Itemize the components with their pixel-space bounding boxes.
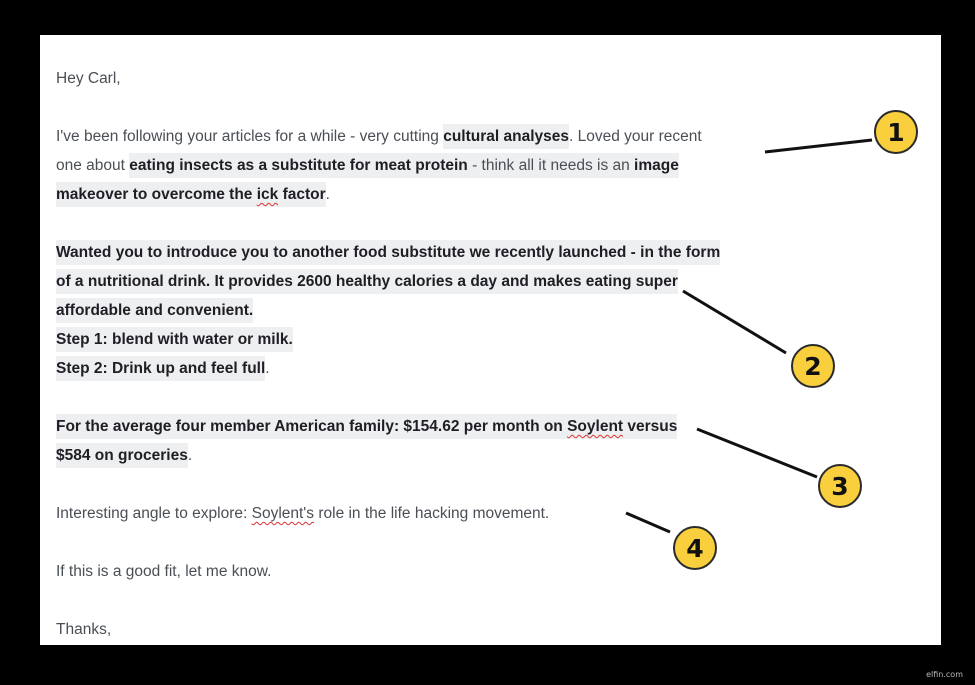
step-2: Step 2: Drink up and feel full. [56, 354, 816, 383]
para2-line2: of a nutritional drink. It provides 2600 healthy calories a day and makes eating super [56, 267, 816, 296]
para1-line2: one about eating insects as a substitute for meat protein - think all it needs is an image [56, 151, 816, 180]
spellcheck-soylent[interactable]: Soylent [567, 414, 623, 439]
callout-3: 3 [818, 464, 862, 508]
highlight-image: image [634, 153, 679, 178]
highlight-eating-insects: eating insects as a substitute for meat protein [129, 153, 468, 178]
para3-line1: For the average four member American family: $154.62 per month on Soylent versus [56, 412, 816, 441]
watermark: elfin.com [926, 670, 963, 679]
callout-4: 4 [673, 526, 717, 570]
highlight-cultural-analyses: cultural analyses [443, 124, 569, 149]
para2-line3: affordable and convenient. [56, 296, 816, 325]
spellcheck-soylents[interactable]: Soylent's [251, 505, 315, 522]
para3-line2: $584 on groceries. [56, 441, 816, 470]
spellcheck-ick[interactable]: ick [257, 182, 279, 207]
greeting: Hey Carl, [56, 70, 121, 87]
callout-2: 2 [791, 344, 835, 388]
closing: Thanks, [56, 621, 112, 638]
para5: If this is a good fit, let me know. [56, 563, 272, 580]
para4: Interesting angle to explore: Soylent's role in the life hacking movement. [56, 505, 550, 522]
step-1: Step 1: blend with water or milk. [56, 325, 816, 354]
para2-line1: Wanted you to introduce you to another food substitute we recently launched - in the form [56, 238, 816, 267]
para1-line1: I've been following your articles for a while - very cutting cultural analyses. Loved your recent [56, 122, 816, 151]
para1-line3: makeover to overcome the ick factor. [56, 180, 816, 209]
callout-1: 1 [874, 110, 918, 154]
